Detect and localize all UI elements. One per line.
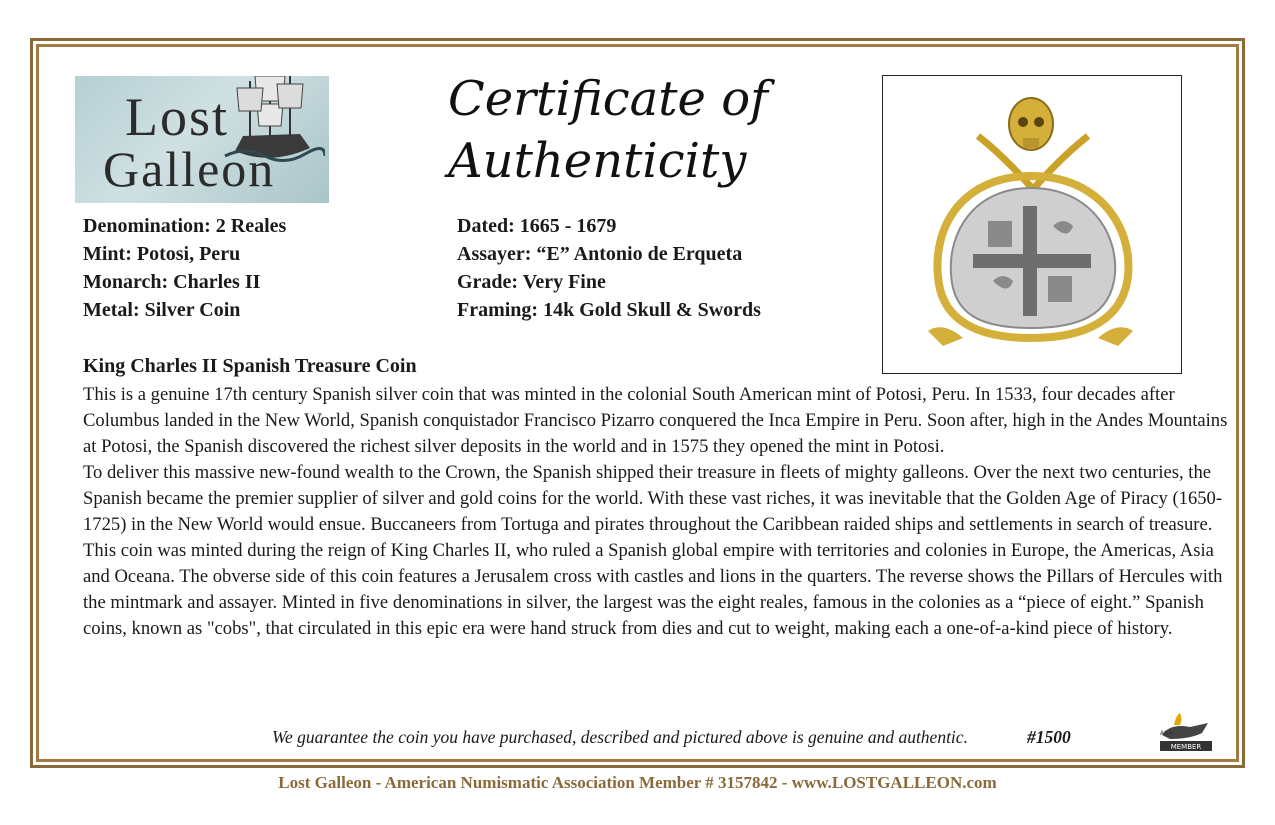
detail-grade: Grade: Very Fine xyxy=(457,271,606,293)
section-heading: King Charles II Spanish Treasure Coin xyxy=(83,355,417,377)
lost-galleon-logo xyxy=(75,76,329,203)
ana-member-badge xyxy=(1150,705,1222,755)
detail-denomination: Denomination: 2 Reales xyxy=(83,215,287,237)
coin-pendant-image xyxy=(883,76,1180,372)
paragraph-3: This coin was minted during the reign of King Charles II, who ruled a Spanish global empire with territories and colonies in Europe, the Americas, Asia and Oceana. The obverse side of this coin features a Jerusalem cross with castles and lions in the quarters. The reverse shows the Pillars of Hercules with the mintmark and assayer. Minted in five denominations in silver, the largest was the eight reales, famous in the colonies as a “piece of eight.” Spanish coins, known as "cobs", that circulated in this epic era were hand struck from dies and cut to weight, making each a one-of-a-kind piece of history. xyxy=(83,540,1223,639)
detail-mint: Mint: Potosi, Peru xyxy=(83,243,241,265)
detail-assayer: Assayer: “E” Antonio de Erqueta xyxy=(457,243,743,265)
footer-text: Lost Galleon - American Numismatic Association Member # 3157842 - www.LOSTGALLEON.com xyxy=(278,773,997,792)
badge-member-text: MEMBER xyxy=(1170,743,1202,751)
paragraph-1: This is a genuine 17th century Spanish silver coin that was minted in the colonial South American mint of Potosi, Peru. In 1533, four decades after Columbus landed in the New World, Spanish conquistador Francisco Pizarro conquered the Inca Empire in Peru. Soon after, high in the Andes Mountains at Potosi, the Spanish discovered the richest silver deposits in the world and in 1575 they opened the mint in Potosi. xyxy=(83,384,1228,457)
paragraph-2: To deliver this massive new-found wealth to the Crown, the Spanish shipped their treasure in fleets of mighty galleons. Over the next two centuries, the Spanish became the premier supplier of silver and gold coins for the world. With these vast riches, it was inevitable that the Golden Age of Piracy (1650-1725) in the New World would ensue. Buccaneers from Tortuga and pirates throughout the Caribbean raided ships and settlements in search of treasure. xyxy=(83,462,1223,535)
ana-lamp-icon xyxy=(1150,705,1222,755)
certificate-title xyxy=(448,68,768,192)
description-body xyxy=(83,382,1228,642)
details-left xyxy=(83,212,286,324)
detail-monarch: Monarch: Charles II xyxy=(83,271,261,293)
coin-photo xyxy=(882,75,1182,374)
detail-dated: Dated: 1665 - 1679 xyxy=(457,215,617,237)
title-line-2: Authenticity xyxy=(448,133,747,189)
badge-ana-text: ANA xyxy=(1160,730,1173,737)
title-line-1: Certificate of xyxy=(448,71,768,127)
detail-framing: Framing: 14k Gold Skull & Swords xyxy=(457,299,761,321)
guarantee-statement: We guarantee the coin you have purchased, described and pictured above is genuine and authentic. xyxy=(272,727,968,747)
logo-word-lost: Lost xyxy=(125,87,230,147)
logo-word-galleon: Galleon xyxy=(103,141,276,197)
details-right xyxy=(457,212,761,324)
certificate-number: #1500 xyxy=(1027,727,1071,747)
detail-metal: Metal: Silver Coin xyxy=(83,299,241,321)
